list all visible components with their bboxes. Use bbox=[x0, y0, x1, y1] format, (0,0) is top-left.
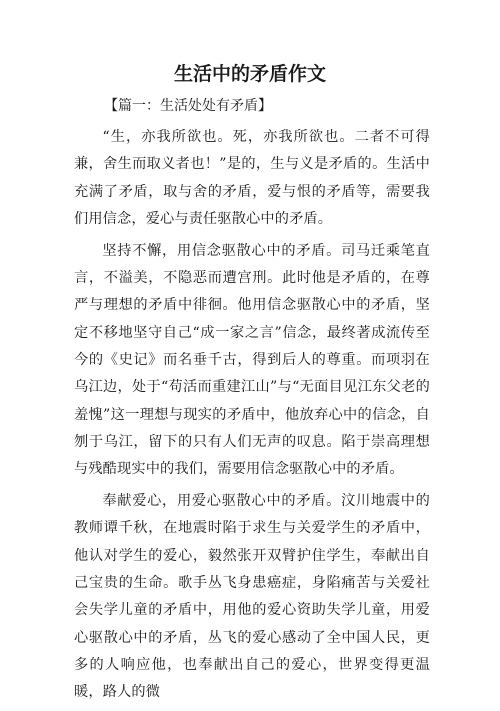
paragraph-belief: 坚持不懈，用信念驱散心中的矛盾。司马迁乘笔直言，不溢美，不隐恶而遭宫刑。此时他是矛盾的，在尊严与理想的矛盾中徘徊。他用信念驱散心中的矛盾，坚定不移地坚守自己“成一家之言”信念，最终著成流传至今的《史记》而名垂千古，得到后人的尊重。而项羽在乌江边，处于“苟活而重建江山”与“无面目见江东父老的羞愧”这一理想与现实的矛盾中，他放弃心中的信念，自刎于乌江，留下的只有人们无声的叹息。陷于崇高理想与残酷现实中的我们，需要用信念驱散心中的矛盾。 bbox=[74, 242, 430, 478]
section-heading: 【篇一：生活处处有矛盾】 bbox=[104, 98, 272, 114]
paragraph-love: 奉献爱心，用爱心驱散心中的矛盾。汶川地震中的教师谭千秋，在地震时陷于求生与关爱学生的矛盾中，他认对学生的爱心，毅然张开双臂护住学生，奉献出自己宝贵的生命。歌手丛飞身患癌症，身陷痛苦与关爱社会失学儿童的矛盾中，用他的爱心资助失学儿童，用爱心驱散心中的矛盾，丛飞的爱心感动了全中国人民，更多的人响应他，也奉献出自己的爱心，世界变得更温暖，路人的微 bbox=[74, 493, 430, 701]
document-body bbox=[74, 124, 430, 711]
paragraph-intro: “生，亦我所欲也。死，亦我所欲也。二者不可得兼，舍生而取义者也！”是的，生与义是矛盾的。生活中充满了矛盾，取与舍的矛盾，爱与恨的矛盾等，需要我们用信念，爱心与责任驱散心中的矛盾。 bbox=[74, 129, 430, 227]
document-title: 生活中的矛盾作文 bbox=[173, 63, 326, 85]
